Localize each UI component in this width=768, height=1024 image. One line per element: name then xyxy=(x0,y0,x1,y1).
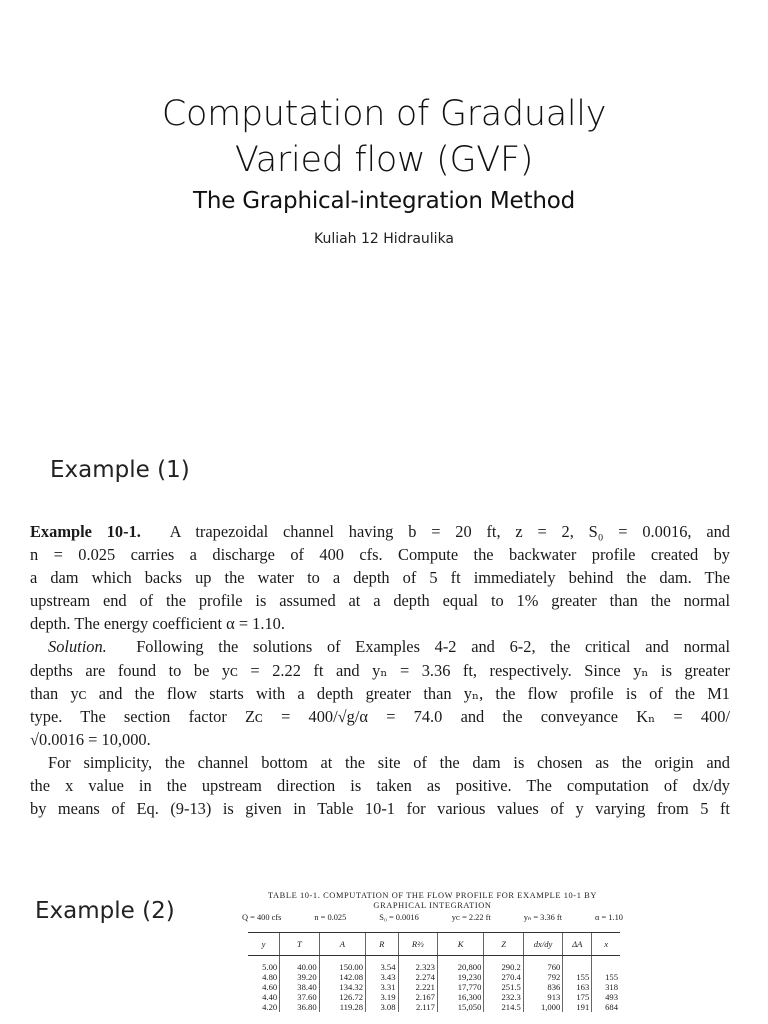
example-label: Example 10-1. xyxy=(30,522,141,541)
slide-title-line-2: Varied flow (GVF) xyxy=(234,140,534,180)
col-header: Z xyxy=(484,933,523,956)
example-2-heading: Example (2) xyxy=(35,898,175,924)
slide-subtitle: The Graphical-integration Method xyxy=(193,188,575,214)
gvf-table xyxy=(248,932,620,1012)
table-caption-2: GRAPHICAL INTEGRATION xyxy=(373,901,492,910)
col-header: y xyxy=(248,933,280,956)
example-line-1: Example 10-1. A trapezoidal channel having b = 20 ft, z = 2, S₀ = 0.0016, and xyxy=(30,522,731,541)
table-image xyxy=(240,891,625,1012)
lecture-label: Kuliah 12 Hidraulika xyxy=(313,231,455,247)
para2-line-2: the x value in the upstream direction is taken as positive. The computation of dx/dy xyxy=(30,776,730,796)
example-line-5: depth. The energy coefficient α = 1.10. xyxy=(30,614,285,634)
example-scan-text xyxy=(30,520,730,820)
col-header: A xyxy=(319,933,365,956)
example-1-heading: Example (1) xyxy=(50,457,190,483)
solution-line-4: type. The section factor Zᴄ = 400/√g/α = 74.0 and the conveyance Kₙ = 400/ xyxy=(30,706,730,726)
solution-line-2: depths are found to be yᴄ = 2.22 ft and yₙ = 3.36 ft, respectively. Since yₙ is greater xyxy=(30,660,730,680)
col-header: T xyxy=(280,933,319,956)
example-line-4: upstream end of the profile is assumed at a depth equal to 1% greater than the normal xyxy=(30,591,730,611)
col-header: R xyxy=(366,933,398,956)
col-header: K xyxy=(437,933,483,956)
table-header-row xyxy=(248,933,620,956)
para2-line-3: by means of Eq. (9-13) is given in Table 10-1 for various values of y varying from 5 ft xyxy=(30,799,730,819)
table-row: 4.80 39.20 142.08 3.43 2.274 19,230 270.4 792 155 155 xyxy=(262,972,618,982)
table-row: 4.40 37.60 126.72 3.19 2.167 16,300 232.3 913 175 493 xyxy=(262,992,618,1002)
table-row: 5.00 40.00 150.00 3.54 2.323 20,800 290.2 760 xyxy=(248,962,620,972)
param-yn: yₙ = 3.36 ft xyxy=(523,913,563,922)
solution-line-1: Solution. Following the solutions of Examples 4-2 and 6-2, the critical and normal xyxy=(48,637,731,657)
para2-line-1: For simplicity, the channel bottom at the site of the dam is chosen as the origin and xyxy=(48,752,730,772)
param-n: n = 0.025 xyxy=(314,913,347,922)
param-yc: yᴄ = 2.22 ft xyxy=(451,913,491,922)
solution-line-5: √0.0016 = 10,000. xyxy=(30,729,151,749)
col-header: x xyxy=(592,933,620,956)
col-header: ΔA xyxy=(563,933,592,956)
param-s0: S₀ = 0.0016 xyxy=(379,913,419,922)
example-line-2: n = 0.025 carries a discharge of 400 cfs. Compute the backwater profile created by xyxy=(30,545,730,565)
param-alpha: α = 1.10 xyxy=(595,913,623,922)
col-header: R⅔ xyxy=(398,933,437,956)
example-line-3: a dam which backs up the water to a depth of 5 ft immediately behind the dam. The xyxy=(30,568,730,588)
table-params xyxy=(240,912,625,924)
solution-label: Solution. xyxy=(48,637,107,657)
table-row: 4.20 36.80 119.28 3.08 2.117 15,050 214.5 1,000 191 684 xyxy=(262,1002,618,1012)
col-header: dx/dy xyxy=(523,933,562,956)
slide-title-line-1: Computation of Gradually xyxy=(161,94,607,134)
table-caption-1: TABLE 10-1. COMPUTATION OF THE FLOW PROFILE FOR EXAMPLE 10-1 BY xyxy=(267,891,598,900)
table-row: 4.60 38.40 134.32 3.31 2.221 17,770 251.5 836 163 318 xyxy=(262,982,618,992)
solution-line-3: than yᴄ and the flow starts with a depth greater than yₙ, the flow profile is of the M1 xyxy=(30,683,730,703)
param-q: Q = 400 cfs xyxy=(242,913,282,922)
